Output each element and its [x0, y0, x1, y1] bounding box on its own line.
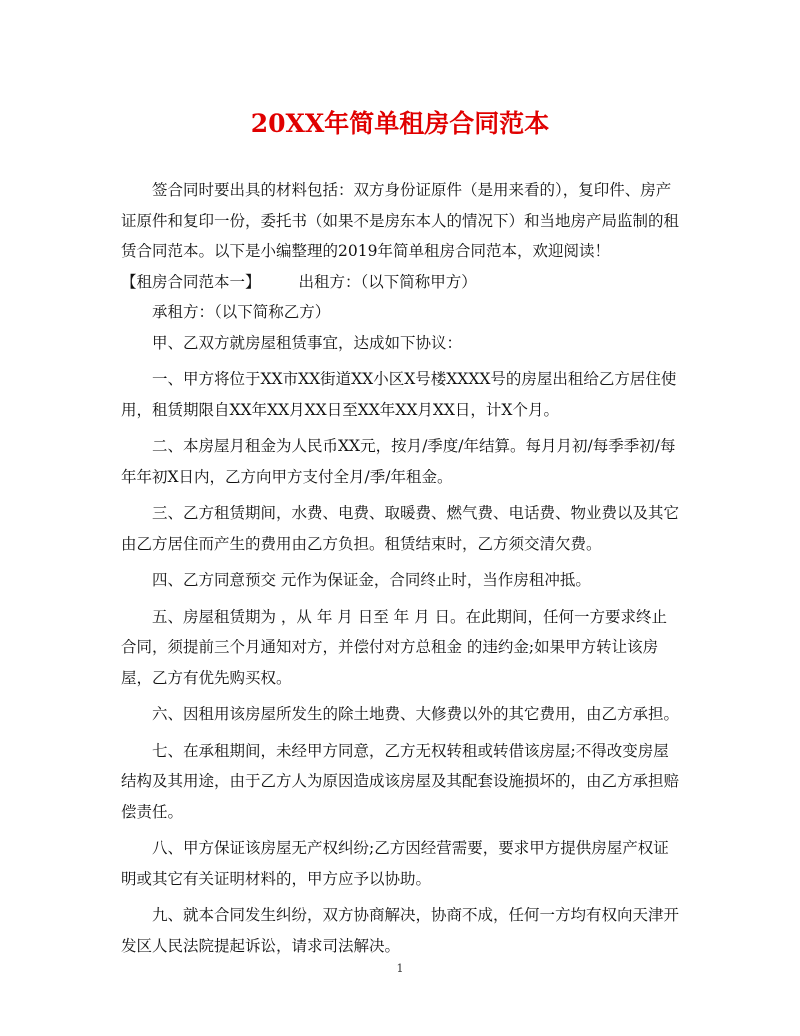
- clause-2: 二、本房屋月租金为人民币XX元，按月/季度/年结算。每月月初/每季季初/每年年初X日内，乙方向甲方支付全月/季/年租金。: [121, 437, 676, 486]
- clause-9: 九、就本合同发生纠纷，双方协商解决，协商不成，任何一方均有权向天津开发区人民法院提起诉讼，请求司法解决。: [121, 906, 680, 955]
- clause-5: 五、房屋租赁期为 ，从 年 月 日至 年 月 日。在此期间，任何一方要求终止合同，须提前三个月通知对方，并偿付对方总租金 的违约金;如果甲方转让该房屋，乙方有优先购买权。: [121, 607, 667, 687]
- agreement-line: 甲、乙双方就房屋租赁事宜，达成如下协议：: [152, 333, 463, 352]
- document-title: 20XX年简单租房合同范本: [250, 109, 550, 138]
- clause-1: 一、甲方将位于XX市XX街道XX小区X号楼XXXX号的房屋出租给乙方居住使用，租赁期限自XX年XX月XX日至XX年XX月XX日，计X个月。: [121, 370, 677, 419]
- lessor-line: 出租方：（以下简称甲方）: [298, 272, 477, 291]
- page-number: 1: [396, 962, 404, 975]
- clause-7: 七、在承租期间，未经甲方同意，乙方无权转租或转借该房屋;不得改变房屋结构及其用途，由于乙方人为原因造成该房屋及其配套设施损坏的，由乙方承担赔偿责任。: [121, 741, 680, 821]
- clause-6: 六、因租用该房屋所发生的除土地费、大修费以外的其它费用，由乙方承担。: [152, 705, 680, 723]
- clause-8: 八、甲方保证该房屋无产权纠纷;乙方因经营需要，要求甲方提供房屋产权证明或其它有关证明材料的，甲方应予以协助。: [121, 839, 669, 888]
- section-heading-line: [121, 267, 681, 298]
- clause-3: 三、乙方租赁期间，水费、电费、取暖费、燃气费、电话费、物业费以及其它由乙方居住而产生的费用由乙方负担。租赁结束时，乙方须交清欠费。: [121, 504, 680, 553]
- intro-paragraph: 签合同时要出具的材料包括：双方身份证原件（是用来看的），复印件、房产证原件和复印一份，委托书（如果不是房东本人的情况下）和当地房产局监制的租赁合同范本。以下是小编整理的2019年简单租房合同范本，欢迎阅读！: [121, 181, 680, 260]
- clause-4: 四、乙方同意预交 元作为保证金，合同终止时，当作房租冲抵。: [152, 571, 591, 589]
- lessee-line: 承租方：（以下简称乙方）: [152, 303, 331, 321]
- section-label: 【租房合同范本一】: [121, 272, 261, 291]
- document-body: [121, 175, 681, 961]
